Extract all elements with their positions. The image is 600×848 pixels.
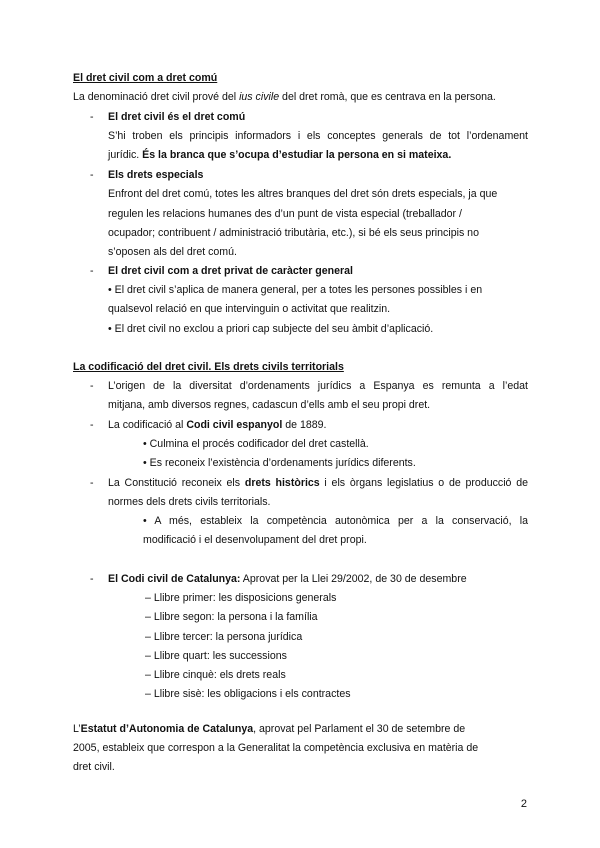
dash-bullet: - [90,477,94,489]
closing-paragraph-line: L’Estatut d’Autonomia de Catalunya, aprovat pel Parlament el 30 de setembre de [73,723,466,735]
item-text-constitucio: La Constitució reconeix els drets històrics i els òrgans legislatius o de producció de [108,477,528,489]
book-list-item: – Llibre cinquè: els drets reals [145,669,286,681]
item-text: L’origen de la diversitat d’ordenaments jurídics a Espanya es remunta a l’edat [108,380,528,392]
intro-text-a: La denominació dret civil prové del [73,91,240,103]
item-text-codi-catalunya: El Codi civil de Catalunya: Aprovat per la Llei 29/2002, de 30 de desembre [108,573,467,585]
item-text: s’oposen als del dret comú. [108,246,237,258]
item-text: ocupador; contribuent / administració tributària, etc.), si bé els seus principis no [108,227,479,239]
book-list-item: – Llibre segon: la persona i la família [145,611,318,623]
item-text: normes dels drets civils territorials. [108,496,271,508]
book-list-item: – Llibre tercer: la persona jurídica [145,631,303,643]
section-heading-codificacio: La codificació del dret civil. Els drets civils territorials [73,361,344,373]
intro-text-b: del dret romà, que es centrava en la persona. [279,91,496,103]
dash-bullet: - [90,265,94,277]
closing-paragraph-line: 2005, estableix que correspon a la Generalitat la competència exclusiva en matèria de [73,742,479,754]
page-number: 2 [520,798,527,810]
item-text-codi-civil: La codificació al Codi civil espanyol de 1889. [108,419,327,431]
item-text: mitjana, amb diversos regnes, cadascun d’ells amb el seu propi dret. [108,399,431,411]
book-list-item: – Llibre quart: les successions [145,650,287,662]
item-text: • El dret civil s’aplica de manera general, per a totes les persones possibles i en [108,284,483,296]
sub-bullet: • A més, estableix la competència autonòmica per a la conservació, la [143,515,528,527]
item-title-drets-especials: Els drets especials [108,169,204,181]
dash-bullet: - [90,380,94,392]
dash-bullet: - [90,573,94,585]
sub-bullet: • Es reconeix l’existència d’ordenaments jurídics diferents. [143,457,416,469]
dash-bullet: - [90,169,94,181]
item-text: qualsevol relació en que intervinguin o activitat que realitzin. [108,303,391,315]
item-text-emphasis: jurídic. És la branca que s’ocupa d’estudiar la persona en si mateixa. [108,149,452,161]
item-text: S’hi troben els principis informadors i els conceptes generals de tot l’ordenament [108,130,528,142]
item-text: • El dret civil no exclou a priori cap subjecte del seu àmbit d’aplicació. [108,323,434,335]
item-text: regulen les relacions humanes des d’un punt de vista especial (treballador / [108,208,462,220]
closing-paragraph-line: dret civil. [73,761,115,773]
item-title-dret-privat: El dret civil com a dret privat de caràcter general [108,265,353,277]
item-text: Enfront del dret comú, totes les altres branques del dret són drets especials, ja que [108,188,498,200]
sub-bullet: • Culmina el procés codificador del dret castellà. [143,438,369,450]
dash-bullet: - [90,419,94,431]
intro-paragraph [73,90,496,104]
sub-bullet-cont: modificació i el desenvolupament del dret propi. [143,534,367,546]
dash-bullet: - [90,111,94,123]
intro-text-italic: ius civile [239,91,280,103]
book-list-item: – Llibre primer: les disposicions generals [145,592,337,604]
section-heading-dret-comu: El dret civil com a dret comú [73,72,218,84]
item-title-dret-comu: El dret civil és el dret comú [108,111,246,123]
book-list-item: – Llibre sisè: les obligacions i els contractes [145,688,351,700]
